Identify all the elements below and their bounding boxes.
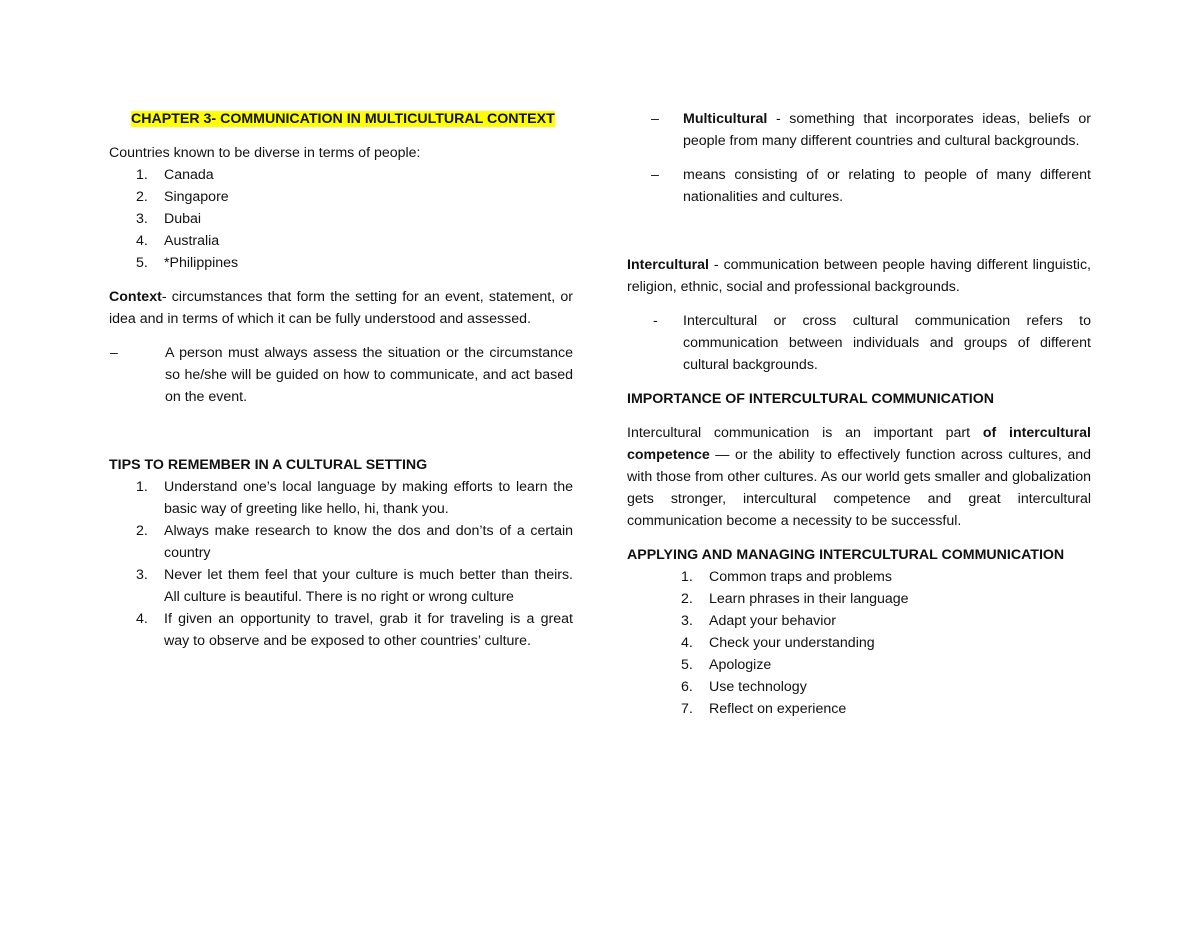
tips-heading: TIPS TO REMEMBER IN A CULTURAL SETTING xyxy=(109,457,428,473)
tips-list xyxy=(109,476,573,652)
chapter-title-text: CHAPTER 3- COMMUNICATION IN MULTICULTURAL CONTEXT xyxy=(131,111,555,127)
list-item: 1. Common traps and problems xyxy=(681,569,892,585)
intercultural-definition: Intercultural - communication between people having different linguistic, religion, ethnic, social and professional backgrounds. xyxy=(627,257,1091,295)
context-text: - circumstances that form the setting for an event, statement, or idea and in terms of which it can be fully understood and assessed. xyxy=(109,289,573,327)
countries-intro: Countries known to be diverse in terms of people: xyxy=(109,145,421,161)
chapter-title xyxy=(109,108,573,130)
list-item: 1. Understand one’s local language by making efforts to learn the basic way of greeting like hello, hi, thank you. xyxy=(136,479,573,517)
context-bullet: – A person must always assess the situation or the circumstance so he/she will be guided on how to communicate, and act based on the event. xyxy=(110,345,573,405)
multicultural-term: Multicultural xyxy=(683,111,768,127)
context-term: Context xyxy=(109,289,162,305)
countries-list xyxy=(109,164,573,274)
list-item: 5. *Philippines xyxy=(136,255,239,271)
intercultural-bullet: - Intercultural or cross cultural communication refers to communication between individuals and groups of different cultural backgrounds. xyxy=(653,313,1091,373)
list-item: 5. Apologize xyxy=(681,657,772,673)
list-item: 2. Singapore xyxy=(136,189,229,205)
list-item: 2. Learn phrases in their language xyxy=(681,591,909,607)
importance-paragraph: Intercultural communication is an important part of intercultural competence — or the ability to effectively function across cultures, and with those from other cultures. As our world gets smaller and globalization gets stronger, intercultural competence and great intercultural communication become a necessity to be successful. xyxy=(627,425,1091,529)
list-item: 4. If given an opportunity to travel, grab it for traveling is a great way to observe and be exposed to other countries’ culture. xyxy=(136,611,573,649)
list-item: 6. Use technology xyxy=(681,679,807,695)
applying-list xyxy=(627,566,1091,720)
list-item: 7. Reflect on experience xyxy=(681,701,847,717)
list-item: 4. Australia xyxy=(136,233,220,249)
multicultural-meaning: – means consisting of or relating to people of many different nationalities and cultures. xyxy=(651,167,1091,205)
right-column xyxy=(627,108,1091,720)
list-item: 2. Always make research to know the dos and don’ts of a certain country xyxy=(136,523,573,561)
list-item: 3. Dubai xyxy=(136,211,202,227)
context-definition xyxy=(109,286,573,330)
importance-heading: IMPORTANCE OF INTERCULTURAL COMMUNICATION xyxy=(627,391,995,407)
list-item: 3. Adapt your behavior xyxy=(681,613,836,629)
intercultural-term: Intercultural xyxy=(627,257,709,273)
left-column xyxy=(109,108,573,652)
applying-heading: APPLYING AND MANAGING INTERCULTURAL COMMUNICATION xyxy=(627,547,1065,563)
multicultural-definition: – Multicultural - something that incorporates ideas, beliefs or people from many different countries and cultural backgrounds. xyxy=(651,111,1091,149)
list-item: 4. Check your understanding xyxy=(681,635,875,651)
list-item: 1. Canada xyxy=(136,167,214,183)
list-item: 3. Never let them feel that your culture is much better than theirs. All culture is beautiful. There is no right or wrong culture xyxy=(136,567,573,605)
